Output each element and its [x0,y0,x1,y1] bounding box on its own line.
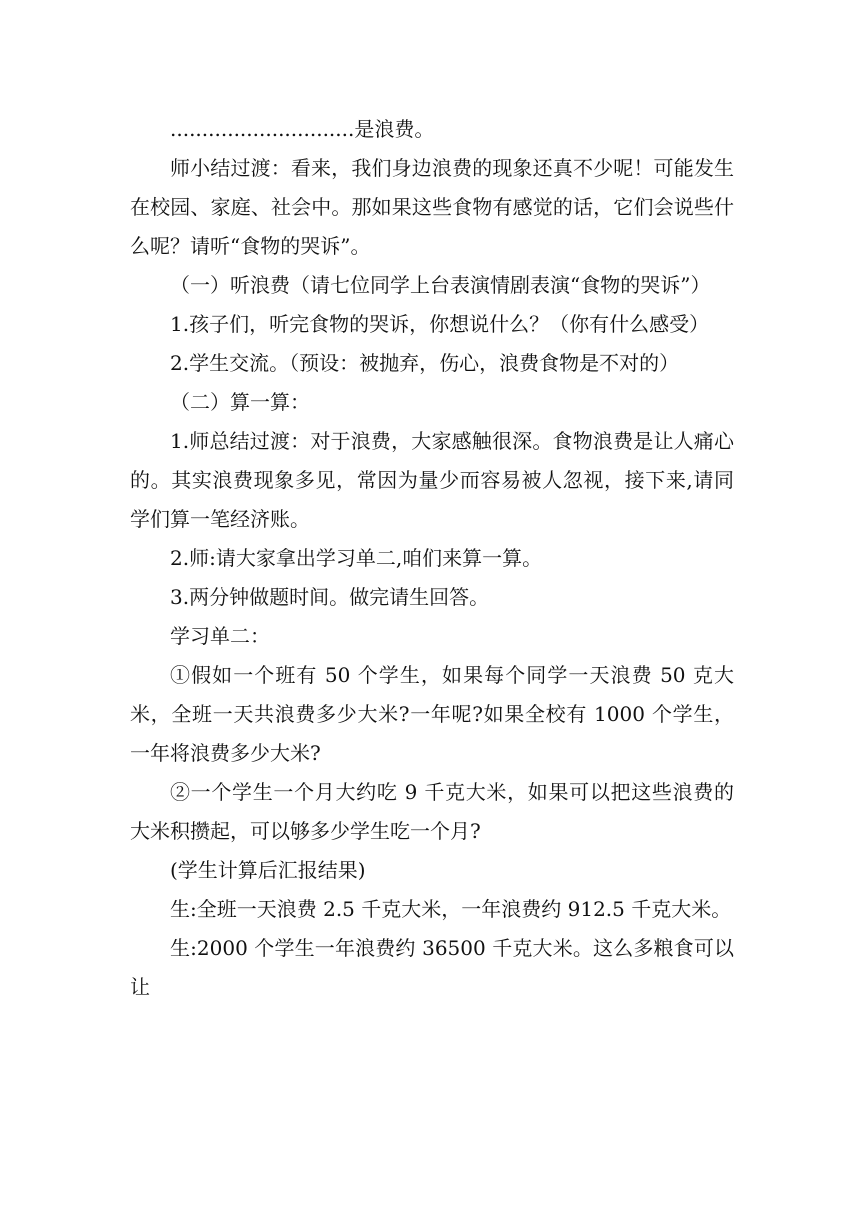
paragraph-problem-two: ②一个学生一个月大约吃 9 千克大米，如果可以把这些浪费的大米积攒起，可以够多少学生吃一个月? [130,780,734,843]
paragraph-two-minutes: 3.两分钟做题时间。做完请生回答。 [170,585,490,609]
paragraph-teacher-transition: 1.师总结过渡：对于浪费，大家感触很深。食物浪费是让人痛心的。其实浪费现象多见，常因为量少而容易被人忽视，接下来,请同学们算一笔经济账。 [130,429,734,531]
paragraph-student-answer-two: 生:2000 个学生一年浪费约 36500 千克大米。这么多粮食可以让 [130,936,734,999]
paragraph-student-exchange: 2.学生交流。（预设：被抛弃，伤心，浪费食物是不对的） [170,351,680,375]
paragraph-section-calculate: （二）算一算： [170,390,310,414]
paragraph-worksheet-title: 学习单二： [170,624,270,648]
document-body [130,110,734,1007]
paragraph-report-results: (学生计算后汇报结果) [170,858,366,882]
paragraph-question-feel: 1.孩子们，听完食物的哭诉，你想说什么？（你有什么感受） [170,312,710,336]
paragraph-teacher-summary: 师小结过渡：看来，我们身边浪费的现象还真不少呢！可能发生在校园、家庭、社会中。那如果这些食物有感觉的话，它们会说些什么呢？请听“食物的哭诉”。 [130,156,734,258]
paragraph-worksheet-instruction: 2.师:请大家拿出学习单二,咱们来算一算。 [170,546,543,570]
paragraph-problem-one: ①假如一个班有 50 个学生，如果每个同学一天浪费 50 克大米，全班一天共浪费多少大米?一年呢?如果全校有 1000 个学生，一年将浪费多少大米? [130,663,734,765]
paragraph-dots-waste: .............................是浪费。 [170,117,435,141]
paragraph-section-listen: （一）听浪费（请七位同学上台表演情剧表演“食物的哭诉”） [170,273,711,297]
paragraph-student-answer-one: 生:全班一天浪费 2.5 千克大米，一年浪费约 912.5 千克大米。 [170,897,732,921]
